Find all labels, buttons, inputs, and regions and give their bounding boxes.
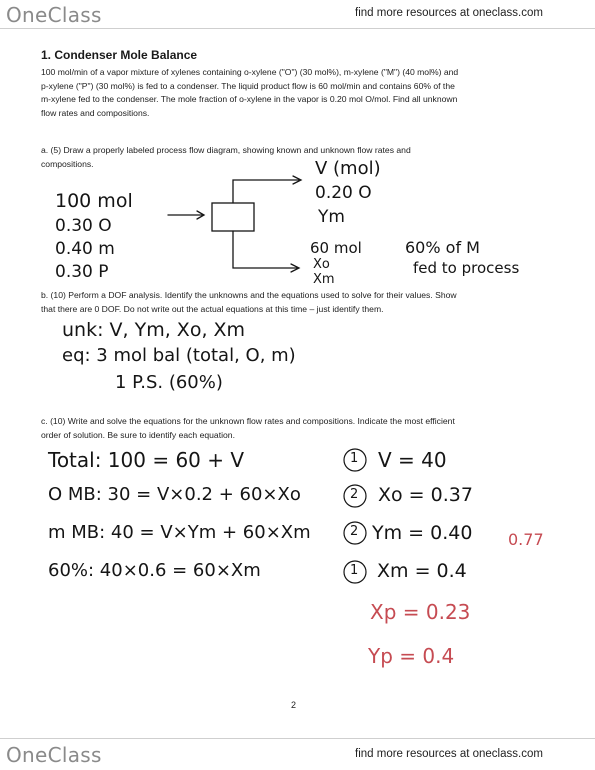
order-number: 2: [350, 487, 359, 502]
equation-m-balance: m MB: 40 = V×Ym + 60×Xm: [48, 522, 311, 543]
equation-o-balance: O MB: 30 = V×0.2 + 60×Xo: [48, 484, 301, 505]
equation-total: Total: 100 = 60 + V: [48, 448, 245, 472]
feed-m-fraction: 0.40 m: [55, 239, 115, 259]
prompt-line: order of solution. Be sure to identify each equation.: [41, 429, 235, 440]
order-number: 1: [350, 451, 359, 466]
equation-process-spec: 60%: 40×0.6 = 60×Xm: [48, 560, 261, 581]
prompt-line: compositions.: [41, 158, 94, 169]
vapor-o-fraction: 0.20 O: [315, 183, 372, 203]
prompt-line: a. (5) Draw a properly labeled process flow diagram, showing known and unknown flow rates and: [41, 145, 411, 155]
result-xo: Xo = 0.37: [378, 484, 473, 506]
prompt-line: that there are 0 DOF. Do not write out the actual equations at this time – just identify them.: [41, 303, 384, 314]
order-number: 1: [350, 563, 359, 578]
brand-text: OneClass: [6, 3, 102, 27]
order-number: 2: [350, 524, 359, 539]
find-more-link-footer[interactable]: find more resources at oneclass.com: [355, 748, 543, 760]
vapor-flow: V (mol): [315, 158, 381, 179]
oneclass-logo-footer[interactable]: [6, 743, 102, 767]
prompt-line: c. (10) Write and solve the equations for the unknown flow rates and compositions. Indicate the most efficient: [41, 416, 455, 426]
brand-text: OneClass: [6, 743, 102, 767]
dof-equations: eq: 3 mol bal (total, O, m): [62, 345, 296, 366]
dof-process-spec: 1 P.S. (60%): [115, 372, 223, 393]
liquid-m-fraction: Xm: [313, 272, 335, 287]
footer-divider: [0, 738, 595, 739]
prompt-line: b. (10) Perform a DOF analysis. Identify the unknowns and the equations used to solve for their values. Show: [41, 290, 457, 300]
feed-flow: 100 mol: [55, 190, 133, 212]
vapor-m-fraction: Ym: [318, 207, 345, 227]
result-ym: Ym = 0.40: [372, 522, 473, 544]
liquid-o-fraction: Xo: [313, 257, 330, 272]
result-v: V = 40: [378, 448, 447, 472]
grader-margin-note: 0.77: [508, 530, 544, 549]
condition-note-2: fed to process: [413, 259, 520, 277]
result-yp: Yp = 0.4: [368, 644, 455, 668]
feed-o-fraction: 0.30 O: [55, 216, 112, 236]
statement-line: flow rates and compositions.: [41, 107, 150, 118]
result-xp: Xp = 0.23: [370, 600, 471, 624]
statement-line: 100 mol/min of a vapor mixture of xylenes containing o-xylene ("O") (30 mol%), m-xylene ("M") (40 mol%) and: [41, 67, 459, 77]
statement-line: m-xylene fed to the condenser. The mole fraction of o-xylene in the vapor is 0.20 mol O/mol. Find all unknown: [41, 94, 458, 104]
liquid-flow: 60 mol: [310, 239, 362, 257]
find-more-link[interactable]: find more resources at oneclass.com: [355, 7, 543, 19]
page-number: 2: [291, 700, 297, 710]
result-xm: Xm = 0.4: [377, 560, 467, 582]
problem-title: 1. Condenser Mole Balance: [41, 48, 198, 62]
dof-unknowns: unk: V, Ym, Xo, Xm: [62, 319, 246, 341]
feed-p-fraction: 0.30 P: [55, 262, 109, 282]
statement-line: p-xylene ("P") (30 mol%) is fed to a condenser. The liquid product flow is 60 mol/min and contains 60% of the: [41, 80, 455, 91]
condition-note-1: 60% of M: [405, 238, 480, 257]
